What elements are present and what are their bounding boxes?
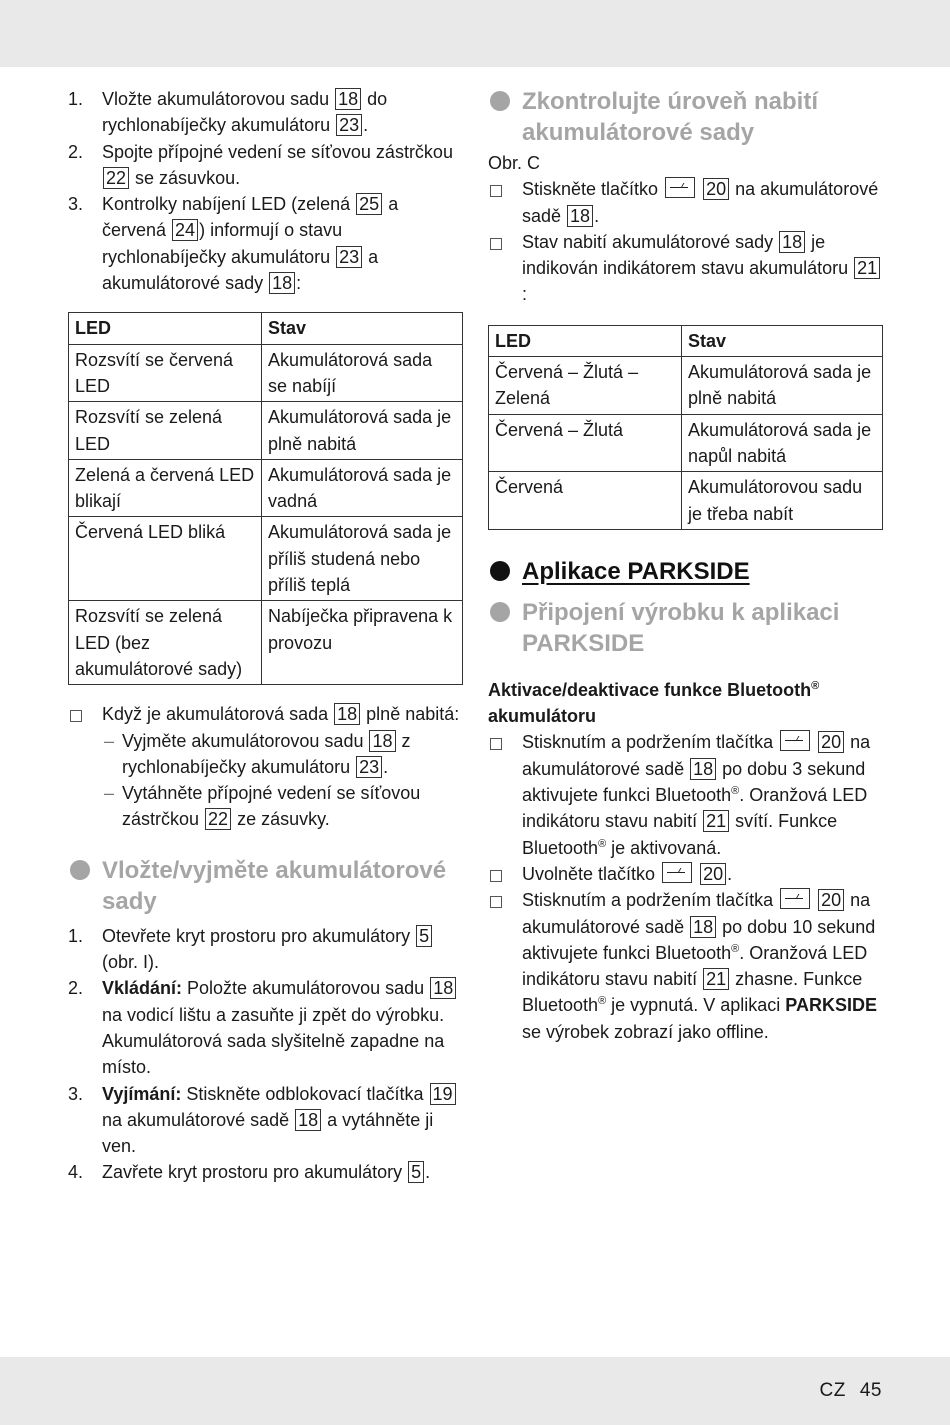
list-item: Uvolněte tlačítko 20 .: [488, 861, 883, 887]
list-item: Když je akumulátorová sada 18 plně nabitá: – Vyjměte akumulátorovou sadu 18 z rychlonabíječky akumulátoru 23 . – Vytáhněte přípojné vedení se síťovou zástrčkou 22 ze zásuvky.: [68, 701, 463, 832]
reference-number: 19: [430, 1083, 456, 1105]
list-item: 2. Vkládání: Položte akumulátorovou sadu 18 na vodicí lištu a zasuňte ji zpět do výrobku. Akumulátorová sada slyšitelně zapadne na místo.: [68, 975, 463, 1080]
table-row: [69, 601, 463, 685]
reference-number: 18: [690, 758, 716, 780]
list-item: 3. Vyjímání: Stiskněte odblokovací tlačítka 19 na akumulátorové sadě 18 a vytáhněte ji ven.: [68, 1081, 463, 1160]
bold-text: Vyjímání:: [102, 1083, 182, 1104]
checkbox-square-icon: [490, 238, 502, 250]
list-item: – Vytáhněte přípojné vedení se síťovou zástrčkou 22 ze zásuvky.: [102, 780, 463, 833]
reference-number: 18: [567, 205, 593, 227]
reference-number: 20: [818, 731, 844, 753]
step-number: 3.: [68, 1083, 84, 1104]
step-number: 4.: [68, 1162, 84, 1183]
table-row: [69, 402, 463, 460]
right-column: [488, 86, 883, 1045]
reference-number: 23: [336, 246, 362, 268]
column-header: Stav: [262, 313, 463, 344]
list-item: 1. Vložte akumulátorovou sadu 18 do rychlonabíječky akumulátoru 23 .: [68, 86, 463, 139]
table-row: [69, 517, 463, 601]
list-item: 3. Kontrolky nabíjení LED (zelená 25 a červená 24 ) informují o stavu rychlonabíječky akumulátoru 23 a akumulátorové sady 18 :: [68, 191, 463, 296]
figure-reference: Obr. C: [488, 153, 541, 173]
table-header-row: [69, 313, 463, 344]
table-row: [69, 344, 463, 402]
step-number: 1.: [68, 925, 84, 946]
bullet-dot-icon: [490, 602, 510, 622]
list-item: Stisknutím a podržením tlačítka 20 na akumulátorové sadě 18 po dobu 3 sekund aktivujete funkci Bluetooth®. Oranžová LED indikátoru stavu nabití 21 svítí. Funkce Bluetooth® je aktivovaná.: [488, 729, 883, 860]
reference-number: 18: [369, 730, 395, 752]
reference-number: 20: [700, 863, 726, 885]
table-cell: Rozsvítí se zelená LED: [69, 402, 262, 460]
header-bar: [0, 0, 950, 67]
list-item: 1. Otevřete kryt prostoru pro akumulátory 5 (obr. I).: [68, 923, 463, 976]
registered-mark: ®: [731, 942, 740, 955]
list-item: Stiskněte tlačítko 20 na akumulátorové sadě 18 .: [488, 176, 883, 229]
column-header: Stav: [682, 325, 883, 356]
step-number: 2.: [68, 978, 84, 999]
column-header: LED: [489, 325, 682, 356]
button-icon: [780, 730, 810, 751]
reference-number: 24: [172, 219, 198, 241]
step-number: 2.: [68, 141, 84, 162]
button-icon: [780, 888, 810, 909]
table-cell: Akumulátorová sada je plně nabitá: [262, 402, 463, 460]
table-header-row: [489, 325, 883, 356]
list-item: 4. Zavřete kryt prostoru pro akumulátory 5 .: [68, 1159, 463, 1185]
table-cell: Nabíječka připravena k provozu: [262, 601, 463, 685]
button-icon: [665, 177, 695, 198]
fully-charged-bullet: [68, 701, 463, 832]
bold-text: Vkládání:: [102, 978, 183, 999]
reference-number: 18: [335, 88, 361, 110]
table-cell: Akumulátorová sada je příliš studená nebo příliš teplá: [262, 517, 463, 601]
reference-number: 5: [416, 925, 432, 947]
reference-number: 20: [818, 889, 844, 911]
reference-number: 25: [356, 193, 382, 215]
table-cell: Zelená a červená LED blikají: [69, 459, 262, 517]
table-cell: Akumulátorová sada je napůl nabitá: [682, 414, 883, 472]
table-cell: Červená – Žlutá – Zelená: [489, 357, 682, 415]
list-item: 2. Spojte přípojné vedení se síťovou zástrčkou 22 se zásuvkou.: [68, 139, 463, 192]
table-cell: Akumulátorovou sadu je třeba nabít: [682, 472, 883, 530]
charging-steps: [68, 86, 463, 296]
table-row: [489, 472, 883, 530]
bullet-dot-icon: [490, 561, 510, 581]
reference-number: 18: [269, 272, 295, 294]
reference-number: 18: [334, 703, 360, 725]
reference-number: 21: [703, 810, 729, 832]
step-number: 3.: [68, 194, 84, 215]
reference-number: 22: [103, 167, 129, 189]
bold-text: PARKSIDE: [785, 995, 877, 1016]
bluetooth-subheading: Aktivace/deaktivace funkce Bluetooth® akumulátoru: [488, 679, 820, 727]
table-row: [489, 414, 883, 472]
section-heading-insert-remove: Vložte/vyjměte akumulátorové sady: [68, 855, 463, 917]
table-cell: Červená LED bliká: [69, 517, 262, 601]
checkbox-square-icon: [70, 710, 82, 722]
led-status-table: [68, 312, 463, 685]
table-row: [489, 357, 883, 415]
reference-number: 18: [295, 1109, 321, 1131]
dash-icon: –: [104, 730, 115, 751]
check-level-bullets: [488, 176, 883, 307]
table-cell: Akumulátorová sada se nabíjí: [262, 344, 463, 402]
bluetooth-bullets: [488, 729, 883, 1045]
list-item: Stisknutím a podržením tlačítka 20 na akumulátorové sadě 18 po dobu 10 sekund aktivujete funkci Bluetooth®. Oranžová LED indikátoru stavu nabití 21 zhasne. Funkce Bluetooth® je vypnutá. V aplikaci PARKSIDE se výrobek zobrazí jako offline.: [488, 887, 883, 1045]
list-item: Stav nabití akumulátorové sady 18 je indikován indikátorem stavu akumulátoru 21:: [488, 229, 883, 308]
dash-icon: –: [104, 783, 115, 804]
reference-number: 22: [205, 808, 231, 830]
reference-number: 5: [408, 1161, 424, 1183]
page-footer: [806, 1380, 882, 1402]
registered-mark: ®: [598, 837, 607, 850]
bullet-dot-icon: [70, 860, 90, 880]
table-cell: Červená – Žlutá: [489, 414, 682, 472]
column-header: LED: [69, 313, 262, 344]
table-cell: Rozsvítí se zelená LED (bez akumulátorové sady): [69, 601, 262, 685]
registered-mark: ®: [598, 995, 607, 1008]
checkbox-square-icon: [490, 185, 502, 197]
insert-remove-steps: [68, 923, 463, 1186]
reference-number: 20: [703, 178, 729, 200]
registered-mark: ®: [731, 785, 740, 798]
list-item: – Vyjměte akumulátorovou sadu 18 z rychlonabíječky akumulátoru 23 .: [102, 728, 463, 781]
reference-number: 21: [854, 257, 880, 279]
table-cell: Akumulátorová sada je plně nabitá: [682, 357, 883, 415]
section-heading-check-level: Zkontrolujte úroveň nabití akumulátorové sady: [488, 86, 883, 148]
reference-number: 23: [356, 756, 382, 778]
checkbox-square-icon: [490, 870, 502, 882]
table-cell: Rozsvítí se červená LED: [69, 344, 262, 402]
table-cell: Akumulátorová sada je vadná: [262, 459, 463, 517]
section-heading-connect: Připojení výrobku k aplikaci PARKSIDE: [488, 597, 883, 659]
fully-charged-substeps: [102, 728, 463, 833]
registered-mark: ®: [811, 679, 820, 692]
reference-number: 23: [336, 114, 362, 136]
reference-number: 18: [779, 231, 805, 253]
left-column: [68, 86, 463, 1186]
bullet-dot-icon: [490, 91, 510, 111]
charge-level-table: [488, 325, 883, 530]
checkbox-square-icon: [490, 738, 502, 750]
page-number: 45: [859, 1380, 882, 1401]
step-number: 1.: [68, 89, 84, 109]
reference-number: 21: [703, 968, 729, 990]
table-row: [69, 459, 463, 517]
checkbox-square-icon: [490, 896, 502, 908]
reference-number: 18: [690, 916, 716, 938]
section-heading-app: Aplikace PARKSIDE: [488, 556, 883, 587]
table-cell: Červená: [489, 472, 682, 530]
reference-number: 18: [430, 977, 456, 999]
button-icon: [662, 862, 692, 883]
language-code: CZ: [819, 1380, 846, 1401]
